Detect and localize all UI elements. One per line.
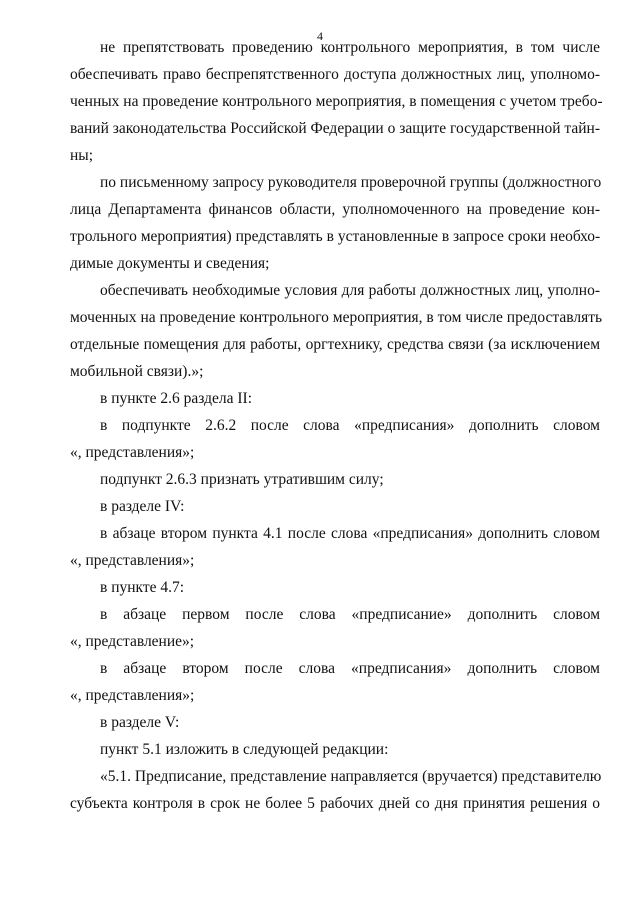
text-line: в абзаце втором после слова «предписания» дополнить словом [100,660,600,677]
text-line: в разделе IV: [100,498,185,515]
text-line: не препятствовать проведению контрольного мероприятия, в том числе [100,39,600,56]
text-line: субъекта контроля в срок не более 5 рабочих дней со дня принятия решения о [70,795,600,812]
text-line: в пункте 2.6 раздела II: [100,390,252,407]
text-line: ваний законодательства Российской Федерации о защите государственной тайн- [70,120,600,137]
text-line: «, представление»; [70,633,195,650]
text-line: ченных на проведение контрольного мероприятия, в помещения с учетом требо- [70,93,603,110]
text-line: «, представления»; [70,552,195,569]
text-line: пункт 5.1 изложить в следующей редакции: [100,741,389,758]
text-line: моченных на проведение контрольного мероприятия, в том числе предоставлять [70,309,603,326]
text-line: ны; [70,147,94,164]
text-line: обеспечивать право беспрепятственного доступа должностных лиц, уполномо- [70,66,600,83]
text-line: «, представления»; [70,444,195,461]
text-line: по письменному запросу руководителя проверочной группы (должностного [100,174,602,191]
text-line: в абзаце втором пункта 4.1 после слова «предписания» дополнить словом [100,525,600,542]
text-line: димые документы и сведения; [70,255,270,272]
text-line: в разделе V: [100,714,180,731]
text-line: подпункт 2.6.3 признать утратившим силу; [100,471,384,488]
text-line: трольного мероприятия) представлять в установленные в запросе сроки необхо- [70,228,601,245]
text-line: «, представления»; [70,687,195,704]
text-line: в подпункте 2.6.2 после слова «предписания» дополнить словом [100,417,600,434]
text-line: отдельные помещения для работы, оргтехнику, средства связи (за исключением [70,336,600,353]
text-line: в абзаце первом после слова «предписание» дополнить словом [100,606,600,623]
page-number: 4 [317,29,323,43]
text-line: «5.1. Предписание, представление направляется (вручается) представителю [100,768,602,785]
text-line: мобильной связи).»; [70,363,204,380]
text-line: в пункте 4.7: [100,579,185,596]
text-line: обеспечивать необходимые условия для работы должностных лиц, уполно- [100,282,600,299]
text-line: лица Департамента финансов области, уполномоченного на проведение кон- [70,201,600,218]
